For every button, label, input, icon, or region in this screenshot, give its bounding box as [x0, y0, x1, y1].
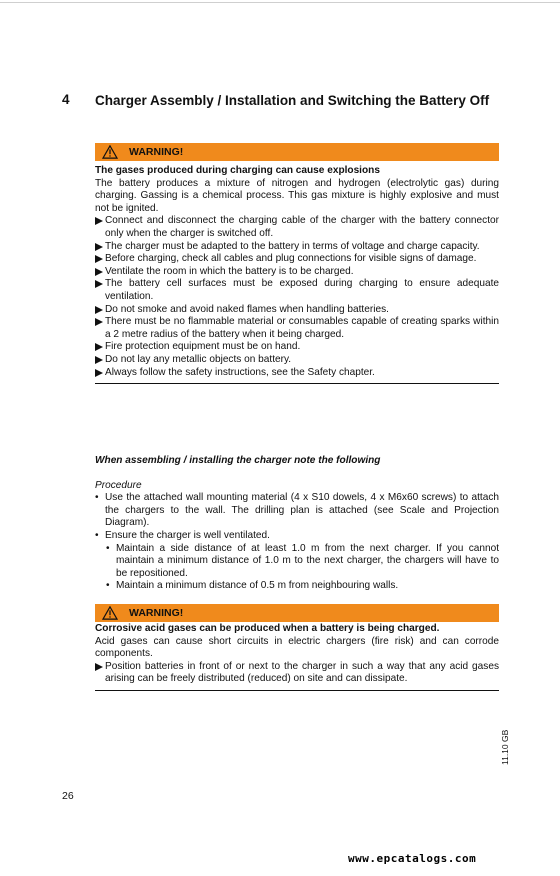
- watermark: www.epcatalogs.com: [348, 852, 477, 865]
- list-item: Do not smoke and avoid naked flames when handling batteries.: [95, 304, 499, 317]
- section-heading: When assembling / installing the charger note the following: [95, 455, 381, 466]
- list-item: Position batteries in front of or next to the charger in such a way that any acid gases arising can be freely distributed (reduced) on site and can dissipate.: [95, 661, 499, 686]
- warning-bar: [95, 143, 499, 161]
- warning-block-explosions: [95, 143, 499, 384]
- list-item: Ventilate the room in which the battery is to be charged.: [95, 266, 499, 279]
- chapter-title: Charger Assembly / Installation and Switching the Battery Off: [95, 93, 490, 108]
- page-number: 26: [62, 790, 74, 802]
- list-item: Connect and disconnect the charging cable of the charger with the battery connector only when the charger is switched off.: [95, 215, 499, 240]
- warning-triangle-icon: [101, 145, 119, 159]
- list-item: The charger must be adapted to the battery in terms of voltage and charge capacity.: [95, 241, 499, 254]
- warning-label: WARNING!: [129, 145, 184, 158]
- procedure-label: Procedure: [95, 479, 142, 491]
- warning-intro: Acid gases can cause short circuits in electric chargers (fire risk) and can corrode components.: [95, 635, 499, 660]
- chapter-number: 4: [62, 92, 70, 107]
- warning-list: [95, 215, 499, 379]
- warning-end-rule: [95, 690, 499, 691]
- warning-heading: The gases produced during charging can cause explosions: [95, 165, 380, 176]
- list-item: • Ensure the charger is well ventilated.: [95, 530, 499, 543]
- list-item: The battery cell surfaces must be exposed during charging to ensure adequate ventilation.: [95, 278, 499, 303]
- procedure-list: [95, 492, 499, 593]
- document-code: 11.10 GB: [500, 729, 510, 765]
- list-item: There must be no flammable material or consumables capable of creating sparks within a 2 metre radius of the battery when it being charged.: [95, 316, 499, 341]
- list-item: • Maintain a minimum distance of 0.5 m from neighbouring walls.: [106, 580, 499, 593]
- list-item: • Use the attached wall mounting material (4 x S10 dowels, 4 x M6x60 screws) to attach the chargers to the wall. The drilling plan is attached (see Scale and Projection Diagram).: [95, 492, 499, 530]
- warning-block-acid-gases: [95, 604, 499, 691]
- list-item: Before charging, check all cables and plug connections for visible signs of damage.: [95, 253, 499, 266]
- assembly-section: [95, 455, 499, 593]
- warning-label: WARNING!: [129, 606, 184, 619]
- warning-list: [95, 661, 499, 686]
- warning-intro: The battery produces a mixture of nitrogen and hydrogen (electrolytic gas) during charging. Gassing is a chemical process. This gas mixture is highly explosive and must not be ignited.: [95, 177, 499, 214]
- warning-bar: [95, 604, 499, 622]
- top-rule: [0, 2, 560, 3]
- warning-triangle-icon: [101, 606, 119, 620]
- warning-end-rule: [95, 383, 499, 384]
- list-item: • Maintain a side distance of at least 1.0 m from the next charger. If you cannot maintain a minimum distance of 1.0 m to the next charger, the chargers will have to be repositioned.: [106, 543, 499, 581]
- list-item: Do not lay any metallic objects on battery.: [95, 354, 499, 367]
- list-item: Always follow the safety instructions, see the Safety chapter.: [95, 367, 499, 380]
- list-item: Fire protection equipment must be on hand.: [95, 341, 499, 354]
- warning-heading: Corrosive acid gases can be produced when a battery is being charged.: [95, 623, 440, 634]
